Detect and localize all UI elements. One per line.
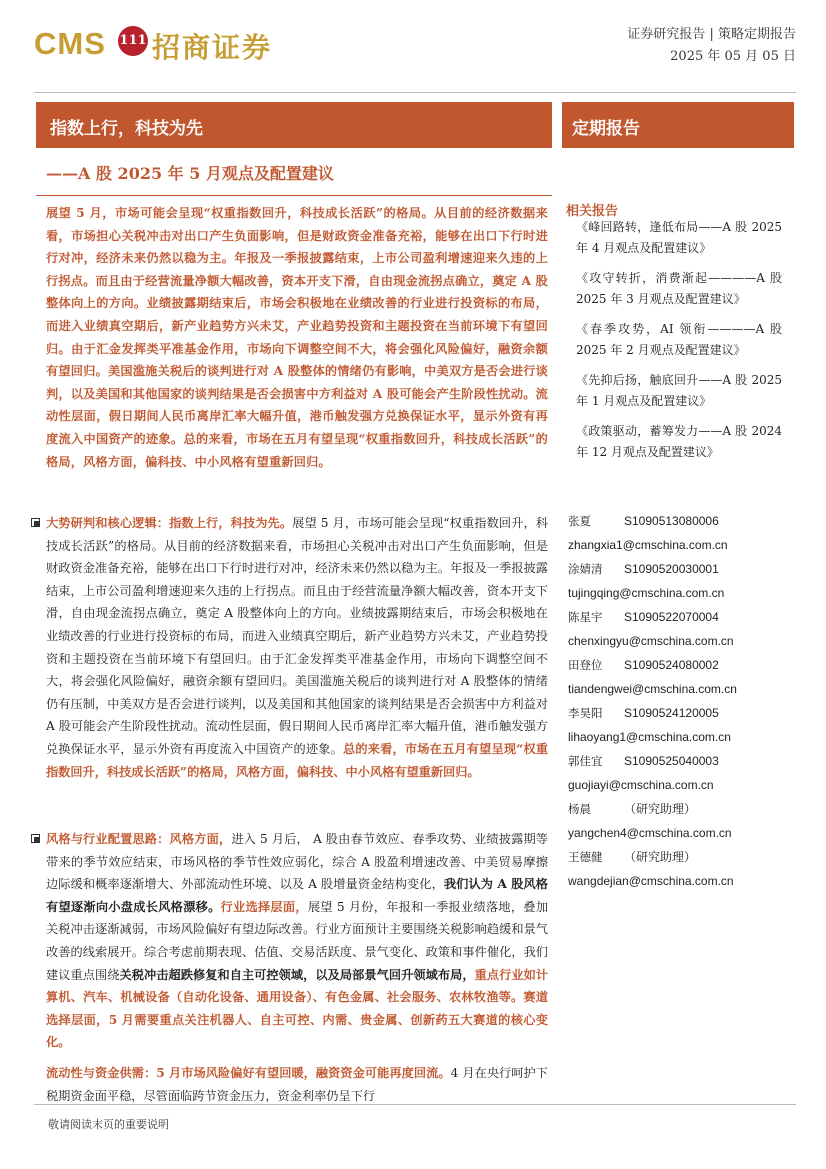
related-report-item[interactable]: 《春季攻势，AI 领衔————A 股 2025 年 2 月观点及配置建议》 bbox=[576, 322, 782, 357]
analyst-name: 李昊阳 bbox=[568, 706, 603, 720]
section-subheading: 行业选择层面， bbox=[220, 899, 308, 914]
logo-cms-text: CMS bbox=[34, 26, 106, 61]
analyst-id: S1090522070004 bbox=[624, 610, 719, 624]
section-key-view: 我们认为 A 股风格有望逐渐向小盘成长风格漂移。 bbox=[46, 877, 548, 914]
section-body: 进入 5 月后， A 股由春节效应、春季攻势、业绩披露期等带来的季节效应结束，市场风格的季节性效应弱化，综合 A 股盈利增速改善、中美贸易摩擦边际缓和概率逐渐增大、外部流动性环境、以及 A 股增量资金结构变化， bbox=[46, 832, 548, 892]
section-liquidity bbox=[46, 1062, 548, 1106]
logo-chinese-name: 招商证券 bbox=[152, 31, 273, 64]
related-report-item[interactable]: 《峰回路转，逢低布局——A 股 2025 年 4 月观点及配置建议》 bbox=[576, 220, 782, 255]
related-report-item[interactable]: 《攻守转折，消费渐起————A 股 2025 年 3 月观点及配置建议》 bbox=[576, 271, 782, 306]
section-market-outlook bbox=[46, 512, 548, 783]
report-type-banner bbox=[562, 102, 794, 148]
checkbox-bullet-icon bbox=[31, 834, 40, 843]
analyst-name: 田登位 bbox=[568, 658, 603, 672]
analyst-list bbox=[568, 509, 788, 893]
analyst-role: （研究助理） bbox=[624, 850, 697, 864]
analyst-email[interactable]: tujingqing@cmschina.com.cn bbox=[568, 586, 725, 600]
subtitle-divider bbox=[36, 195, 552, 196]
section-style-industry bbox=[46, 828, 548, 1054]
summary-paragraph: 展望 5 月，市场可能会呈现“权重指数回升，科技成长活跃”的格局。从目前的经济数据来看，市场担心关税冲击对出口产生负面影响，但是财政资金准备充裕，能够在出口下行时进行对冲，经济未来仍然以稳为主。年报及一季报披露结束，上市公司盈利增速迎来久违的上行拐点。而且由于经营流量净额大幅改善，资本开支下滑，自由现金流拐点确立，奠定 A 股整体向上的方向。业绩披露期结束后，市场会积极地在业绩改善的行业进行投资标的布局，而进入业绩真空期后，新产业趋势方兴未艾，产业趋势投资和主题投资在当前环境下有望回归。由于汇金发挥类平准基金作用，市场向下调整空间不大，将会强化风险偏好，融资余额有望回归。美国滥施关税后的谈判进行对 A 股整体的情绪仍有影响，中美双方是否会进行谈判，以及美国和其他国家的谈判结果是否会损害中方利益对 A 股可能会产生阶段性扰动。流动性层面，假日期间人民币离岸汇率大幅升值，港币触发强方兑换保证水平，显示外资有再度流入中国资产的迹象。总的来看，市场在五月有望呈现“权重指数回升，科技成长活跃”的格局，风格方面，偏科技、中小风格有望重新回归。 bbox=[46, 206, 548, 469]
analyst-role: （研究助理） bbox=[624, 802, 697, 816]
analyst-email[interactable]: tiandengwei@cmschina.com.cn bbox=[568, 682, 737, 696]
related-report-item[interactable]: 《先抑后扬，触底回升——A 股 2025 年 1 月观点及配置建议》 bbox=[576, 373, 782, 408]
related-reports-title: 相关报告 bbox=[566, 204, 619, 219]
section-body: 展望 5 月份，年报和一季报业绩落地，叠加关税冲击逐渐减弱，市场风险偏好有望边际改善。行业方面预计主要围绕关税影响趋缓和景气改善的线索展开。综合考虑前期表现、估值、交易活跃度、景气变化、政策和事件催化，我们建议重点围绕 bbox=[46, 899, 549, 982]
analyst-name: 郭佳宜 bbox=[568, 754, 603, 768]
section-conclusion: 总的来看，市场在五月有望呈现“权重指数回升，科技成长活跃”的格局，风格方面，偏科技、中小风格有望重新回归。 bbox=[46, 741, 549, 779]
section-industries: 重点行业如计算机、汽车、机械设备（自动化设备、通用设备）、有色金属、社会服务、农林牧渔等。赛道选择层面，5 月需要重点关注机器人、自主可控、内需、贵金属、创新药五大赛道的核心变化。 bbox=[46, 967, 549, 1050]
related-report-item[interactable]: 《政策驱动，蓄筹发力——A 股 2024 年 12 月观点及配置建议》 bbox=[576, 424, 782, 459]
analyst-id: S1090524080002 bbox=[624, 658, 719, 672]
analyst-id: S1090525040003 bbox=[624, 754, 719, 768]
section-heading: 风格与行业配置思路：风格方面， bbox=[46, 832, 232, 846]
checkbox-bullet-icon bbox=[31, 518, 40, 527]
section-heading: 流动性与资金供需：5 月市场风险偏好有望回暖，融资资金可能再度回流。 bbox=[46, 1066, 451, 1080]
analyst-name: 涂婧清 bbox=[568, 562, 603, 576]
analyst-email[interactable]: guojiayi@cmschina.com.cn bbox=[568, 778, 714, 792]
section-heading: 大势研判和核心逻辑：指数上行，科技为先。 bbox=[46, 516, 293, 530]
analyst-email[interactable]: wangdejian@cmschina.com.cn bbox=[568, 874, 734, 888]
report-category: 证券研究报告 bbox=[627, 27, 706, 42]
section-key-view: 关税冲击超跌修复和自主可控领域，以及局部景气回升领域布局， bbox=[119, 967, 475, 982]
section-body: 展望 5 月，市场可能会呈现“权重指数回升，科技成长活跃”的格局。从目前的经济数据来看，市场担心关税冲击对出口产生负面影响，但是财政资金准备充裕，能够在出口下行时进行对冲，经济未来仍然以稳为主。年报及一季报披露结束，上市公司盈利增速迎来久违的上行拐点。而且由于经营流量净额大幅改善，资本开支下滑，自由现金流拐点确立，奠定 A 股整体向上的方向。业绩披露期结束后，市场会积极地在业绩改善的行业进行投资标的布局，而进入业绩真空期后，新产业趋势方兴未艾，产业趋势投资和主题投资在当前环境下有望回归。由于汇金发挥类平准基金作用，市场向下调整空间不大，将会强化风险偏好，融资余额有望回归。美国滥施关税后的谈判进行对 A 股整体的情绪仍有压制，中美双方是否会进行谈判，以及美国和其他国家的谈判结果是否会损害中方利益对 A 股可能会产生阶段性扰动。流动性层面，假日期间人民币离岸汇率大幅升值，港币触发强方兑换保证水平，显示外资有再度流入中国资产的迹象。 bbox=[46, 516, 549, 756]
footer-disclaimer: 敬请阅读末页的重要说明 bbox=[48, 1118, 169, 1131]
analyst-email[interactable]: lihaoyang1@cmschina.com.cn bbox=[568, 730, 731, 744]
logo-mark-icon: 111 bbox=[118, 26, 148, 56]
analyst-id: S1090513080006 bbox=[624, 514, 719, 528]
report-type-label: 定期报告 bbox=[572, 119, 640, 139]
analyst-name: 张夏 bbox=[568, 514, 591, 528]
analyst-id: S1090520030001 bbox=[624, 562, 719, 576]
analyst-email[interactable]: zhangxia1@cmschina.com.cn bbox=[568, 538, 728, 552]
report-series: 策略定期报告 bbox=[717, 27, 796, 42]
analyst-name: 陈星宇 bbox=[568, 610, 603, 624]
meta-separator: | bbox=[709, 27, 714, 42]
related-reports-list bbox=[576, 217, 782, 472]
analyst-name: 杨晨 bbox=[568, 802, 591, 816]
title-banner bbox=[36, 102, 552, 148]
header-divider bbox=[34, 92, 796, 93]
report-meta bbox=[627, 24, 796, 68]
page-subtitle: ——A 股 2025 年 5 月观点及配置建议 bbox=[46, 164, 334, 183]
analyst-email[interactable]: chenxingyu@cmschina.com.cn bbox=[568, 634, 734, 648]
footer-divider bbox=[34, 1104, 796, 1105]
report-date: 2025 年 05 月 05 日 bbox=[670, 49, 796, 64]
page-title: 指数上行，科技为先 bbox=[50, 119, 203, 139]
analyst-email[interactable]: yangchen4@cmschina.com.cn bbox=[568, 826, 732, 840]
section-body: 4 月在央行呵护下税期资金面平稳，尽管面临跨节资金压力，资金利率仍呈下行 bbox=[46, 1066, 548, 1103]
analyst-name: 王德健 bbox=[568, 850, 603, 864]
analyst-id: S1090524120005 bbox=[624, 706, 719, 720]
